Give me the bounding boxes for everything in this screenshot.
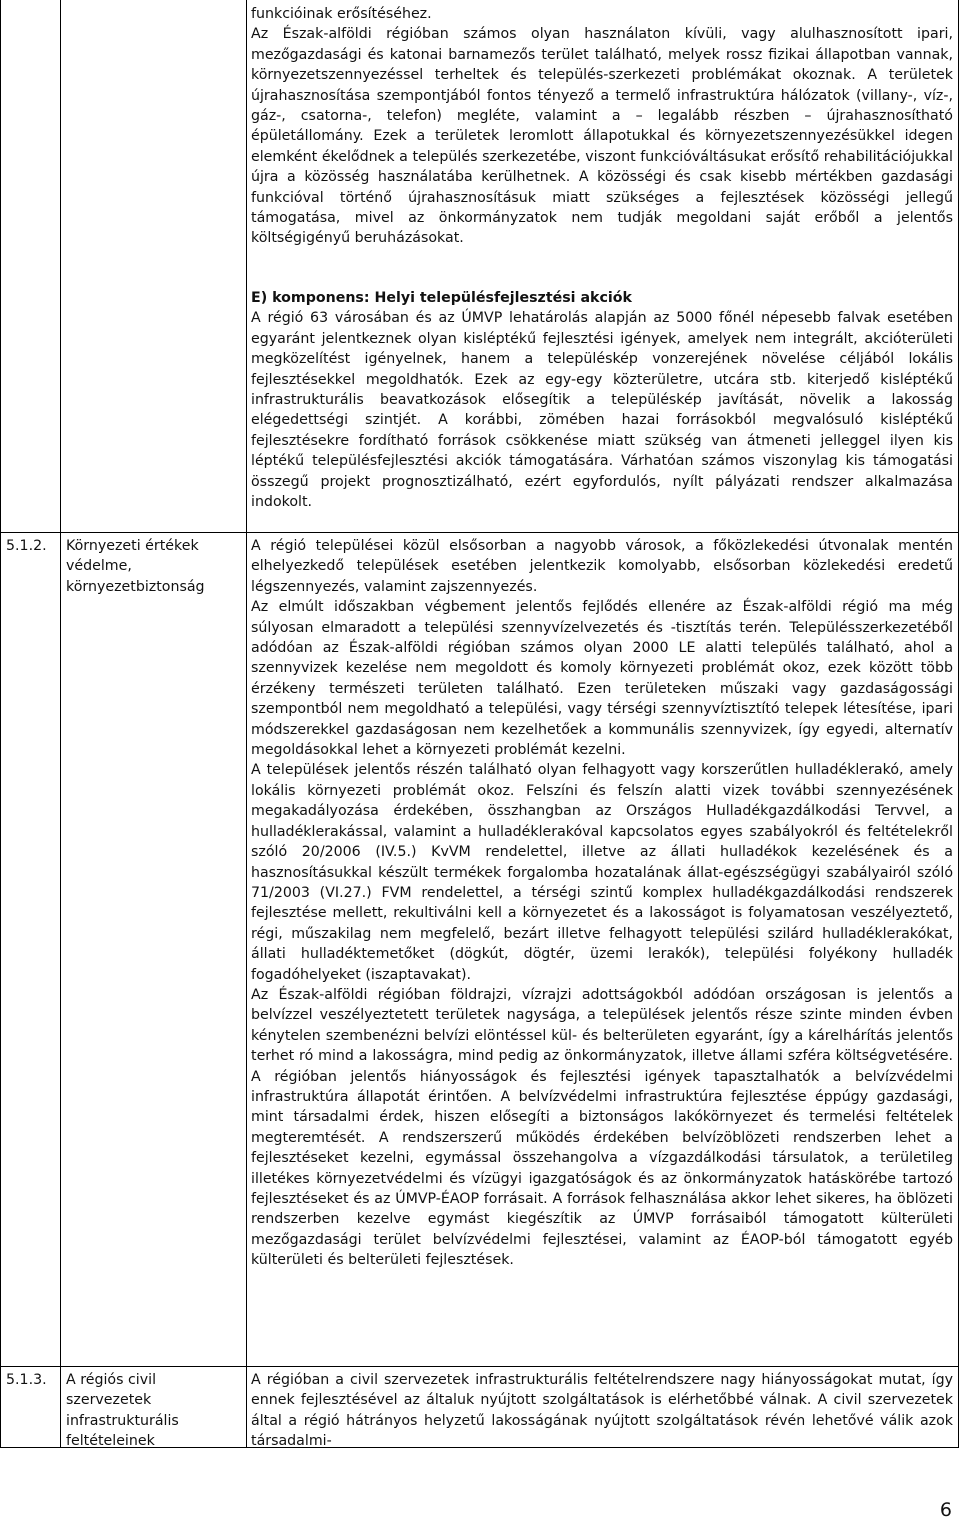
table-row-divider: [0, 1366, 959, 1367]
table-left-border: [0, 0, 1, 1448]
page-number: 6: [939, 1499, 952, 1521]
section-512-text: [251, 536, 953, 1271]
section-513-text: [251, 1370, 953, 1452]
component-e-block: [251, 288, 953, 512]
paragraph: Az Észak-alföldi régióban földrajzi, vízrajzi adottságokból adódóan országosan is jelentős a belvízzel veszélyeztetett területek nagysága, a települések jelentős része szinte minden évben kénytelen szembenézni belvízi elöntéssel kül- és belterületen egyaránt, így a kárelhárítás jelentős terhet ró mind a lakosságra, mind pedig az önkormányzatok, illetve állami szféra költségvetésére. A régióban jelentős hiányosságok és fejlesztési igények tapasztalhatók a belvízvédelmi infrastruktúra állapotát érintően. A belvízvédelmi infrastruktúra fejlesztése éppúgy gazdasági, mint társadalmi érdek, hiszen elősegíti a biztonságos lakókörnyezet és termelési feltételek megteremtését. A rendszerszerű működés érdekében belvízöblözeti rendszerben lehet a fejlesztéseket kezelni, egymással összehangolva a vízgazdálkodási társulatok, a területileg illetékes környezetvédelmi és vízügyi igazgatóságok és az önkormányzatok hatáskörébe tartozó fejlesztéseket és az ÚMVP-ÉAOP forrásait. A források felhasználása akkor lehet sikeres, ha öblözeti rendszerben kezelve egymást kiegészítik az ÚMVP forrásaiból támogatott külterületi mezőgazdasági terület belvízvédelmi fejlesztései, valamint az ÉAOP-ból támogatott egyéb külterületi és belterületi fejlesztések.: [251, 986, 953, 1269]
table-column-divider: [246, 0, 247, 1448]
table-row-divider: [0, 532, 959, 533]
paragraph: A régióban a civil szervezetek infrastrukturális feltételrendszere nagy hiányosságokat mutat, így ennek fejlesztésével az általuk nyújtott szolgáltatások is elérhetőbbé válnak. A civil szervezetek által a régió hátrányos helyzetű lakosságának nyújtott szolgáltatások révén lehetővé válik azok társadalmi-: [251, 1372, 953, 1450]
section-number: 5.1.2.: [6, 538, 47, 554]
paragraph: A régió települései közül elsősorban a nagyobb városok, a főközlekedési útvonalak mentén elhelyezkedő települések esetében jelentkezik komolyabb, elsősorban közlekedési eredetű légszennyezés, valamint zajszennyezés.: [251, 538, 953, 595]
paragraph: funkcióinak erősítéséhez.: [251, 6, 432, 22]
section-title: A régiós civil szervezetek infrastrukturális feltételeinek: [66, 1372, 179, 1450]
section-title: Környezeti értékek védelme, környezetbiztonság: [66, 538, 205, 595]
table-right-border: [958, 0, 959, 1448]
paragraph: A települések jelentős részén található olyan felhagyott vagy korszerűtlen hulladéklerakó, amely lokális környezeti problémát okoz. Felszíni és felszín alatti vizek további szennyezésének megakadályozása érdekében, összhangban az Országos Hulladékgazdálkodási Tervvel, a hulladéklerakással, valamint a hulladéklerakóval kapcsolatos egyes szabályokról és feltételekről szóló 20/2006 (IV.5.) KvVM rendelettel, illetve az állati hulladékok kezelésének és a hasznosításukkal készült termékek forgalomba hozatalának állat-egészségügyi szabályairól szóló 71/2003 (VI.27.) FVM rendelettel, a térségi szintű komplex hulladékgazdálkodási rendszerek fejlesztése mellett, rekultiválni kell a környezetet és a lakosságot is folyamatosan veszélyeztető, régi, műszakilag nem megfelelő, bezárt illetve felhagyott települési szilárd hulladéklerakókat, állati hulladéktemetőket (dögkút, dögtér, üzemi lerakók), települési folyékony hulladék fogadóhelyeket (iszaptavakat).: [251, 762, 953, 983]
paragraph: Az Észak-alföldi régióban számos olyan használaton kívüli, vagy alulhasznosított ipari, mezőgazdasági és katonai barnamezős terület található, melyek rossz fizikai állapotban vannak, környezetszennyezéssel terheltek és település-szerkezeti problémákat okoznak. A területek újrahasznosítása szempontjából fontos tényező a termelő infrastruktúra hálózatok (villany-, víz-, gáz-, csatorna-, telefon) megléte, valamint a – legalább részben – újrahasznosítható épületállomány. Ezek a területek leromlott állapotukkal és környezetszennyezésükkel idegen elemként ékelődnek a település szerkezetébe, viszont funkcióváltásukat erősítő rehabilitációjukkal újra a közösség használatába kerülhetnek. A közösségi és csak kisebb mértékben gazdasági funkcióval történő újrahasznosításuk miatt szükséges a fejlesztések közösségi jellegű támogatása, mivel az önkormányzatok nem tudják megoldani saját erőből a jelentős költségigényű beruházásokat.: [251, 26, 953, 247]
paragraph: Az elmúlt időszakban végbement jelentős fejlődés ellenére az Észak-alföldi régió ma még súlyosan elmaradott a települési szennyvízelvezetés és -tisztítás terén. Településszerkezetéből adódóan az Észak-alföldi régióban számos olyan 2000 LE alatti település található, ahol a szennyvizek kezelése nem megoldott és komoly környezeti problémát okoz, ezek között több érzékeny természeti területen található. Ezen területeken műszaki vagy gazdaságossági szempontból nem megoldható a települési, vagy térségi szennyvíztisztító telepek létesítése, ipari módszerekkel gazdaságosan nem kezelhetőek a kommunális szennyvizek, így egyedi, alternatív megoldásokkal lehet a környezeti problémát kezelni.: [251, 599, 953, 759]
paragraph: A régió 63 városában és az ÚMVP lehatárolás alapján az 5000 főnél népesebb falvak esetében egyaránt jelentkeznek olyan kisléptékű fejlesztési igények, amelyek nem integrált, akcióterületi megközelítést igényelnek, hanem a településkép vonzerejének növelése céljából lokális fejlesztésekkel megoldhatók. Ezek az egy-egy közterületre, utcára stb. kiterjedő kisléptékű infrastrukturális beavatkozások elősegítik a településkép javítását, növelik a lakosság elégedettségi szintjét. A korábbi, zömében hazai forrásokból megvalósuló kisléptékű fejlesztésekre fordítható források csökkenése miatt szükség van átmeneti jelleggel ilyen kis léptékű településfejlesztési akciók támogatására. Várhatóan számos viszonylag kis támogatási összegű projekt prognosztizálható, ezért egyfordulós, nyílt pályázati rendszer alkalmazása indokolt.: [251, 310, 953, 511]
table-column-divider: [60, 0, 61, 1448]
section-number: 5.1.3.: [6, 1372, 47, 1388]
top-text-block: [251, 4, 953, 249]
section-heading: E) komponens: Helyi településfejlesztési akciók: [251, 290, 632, 306]
